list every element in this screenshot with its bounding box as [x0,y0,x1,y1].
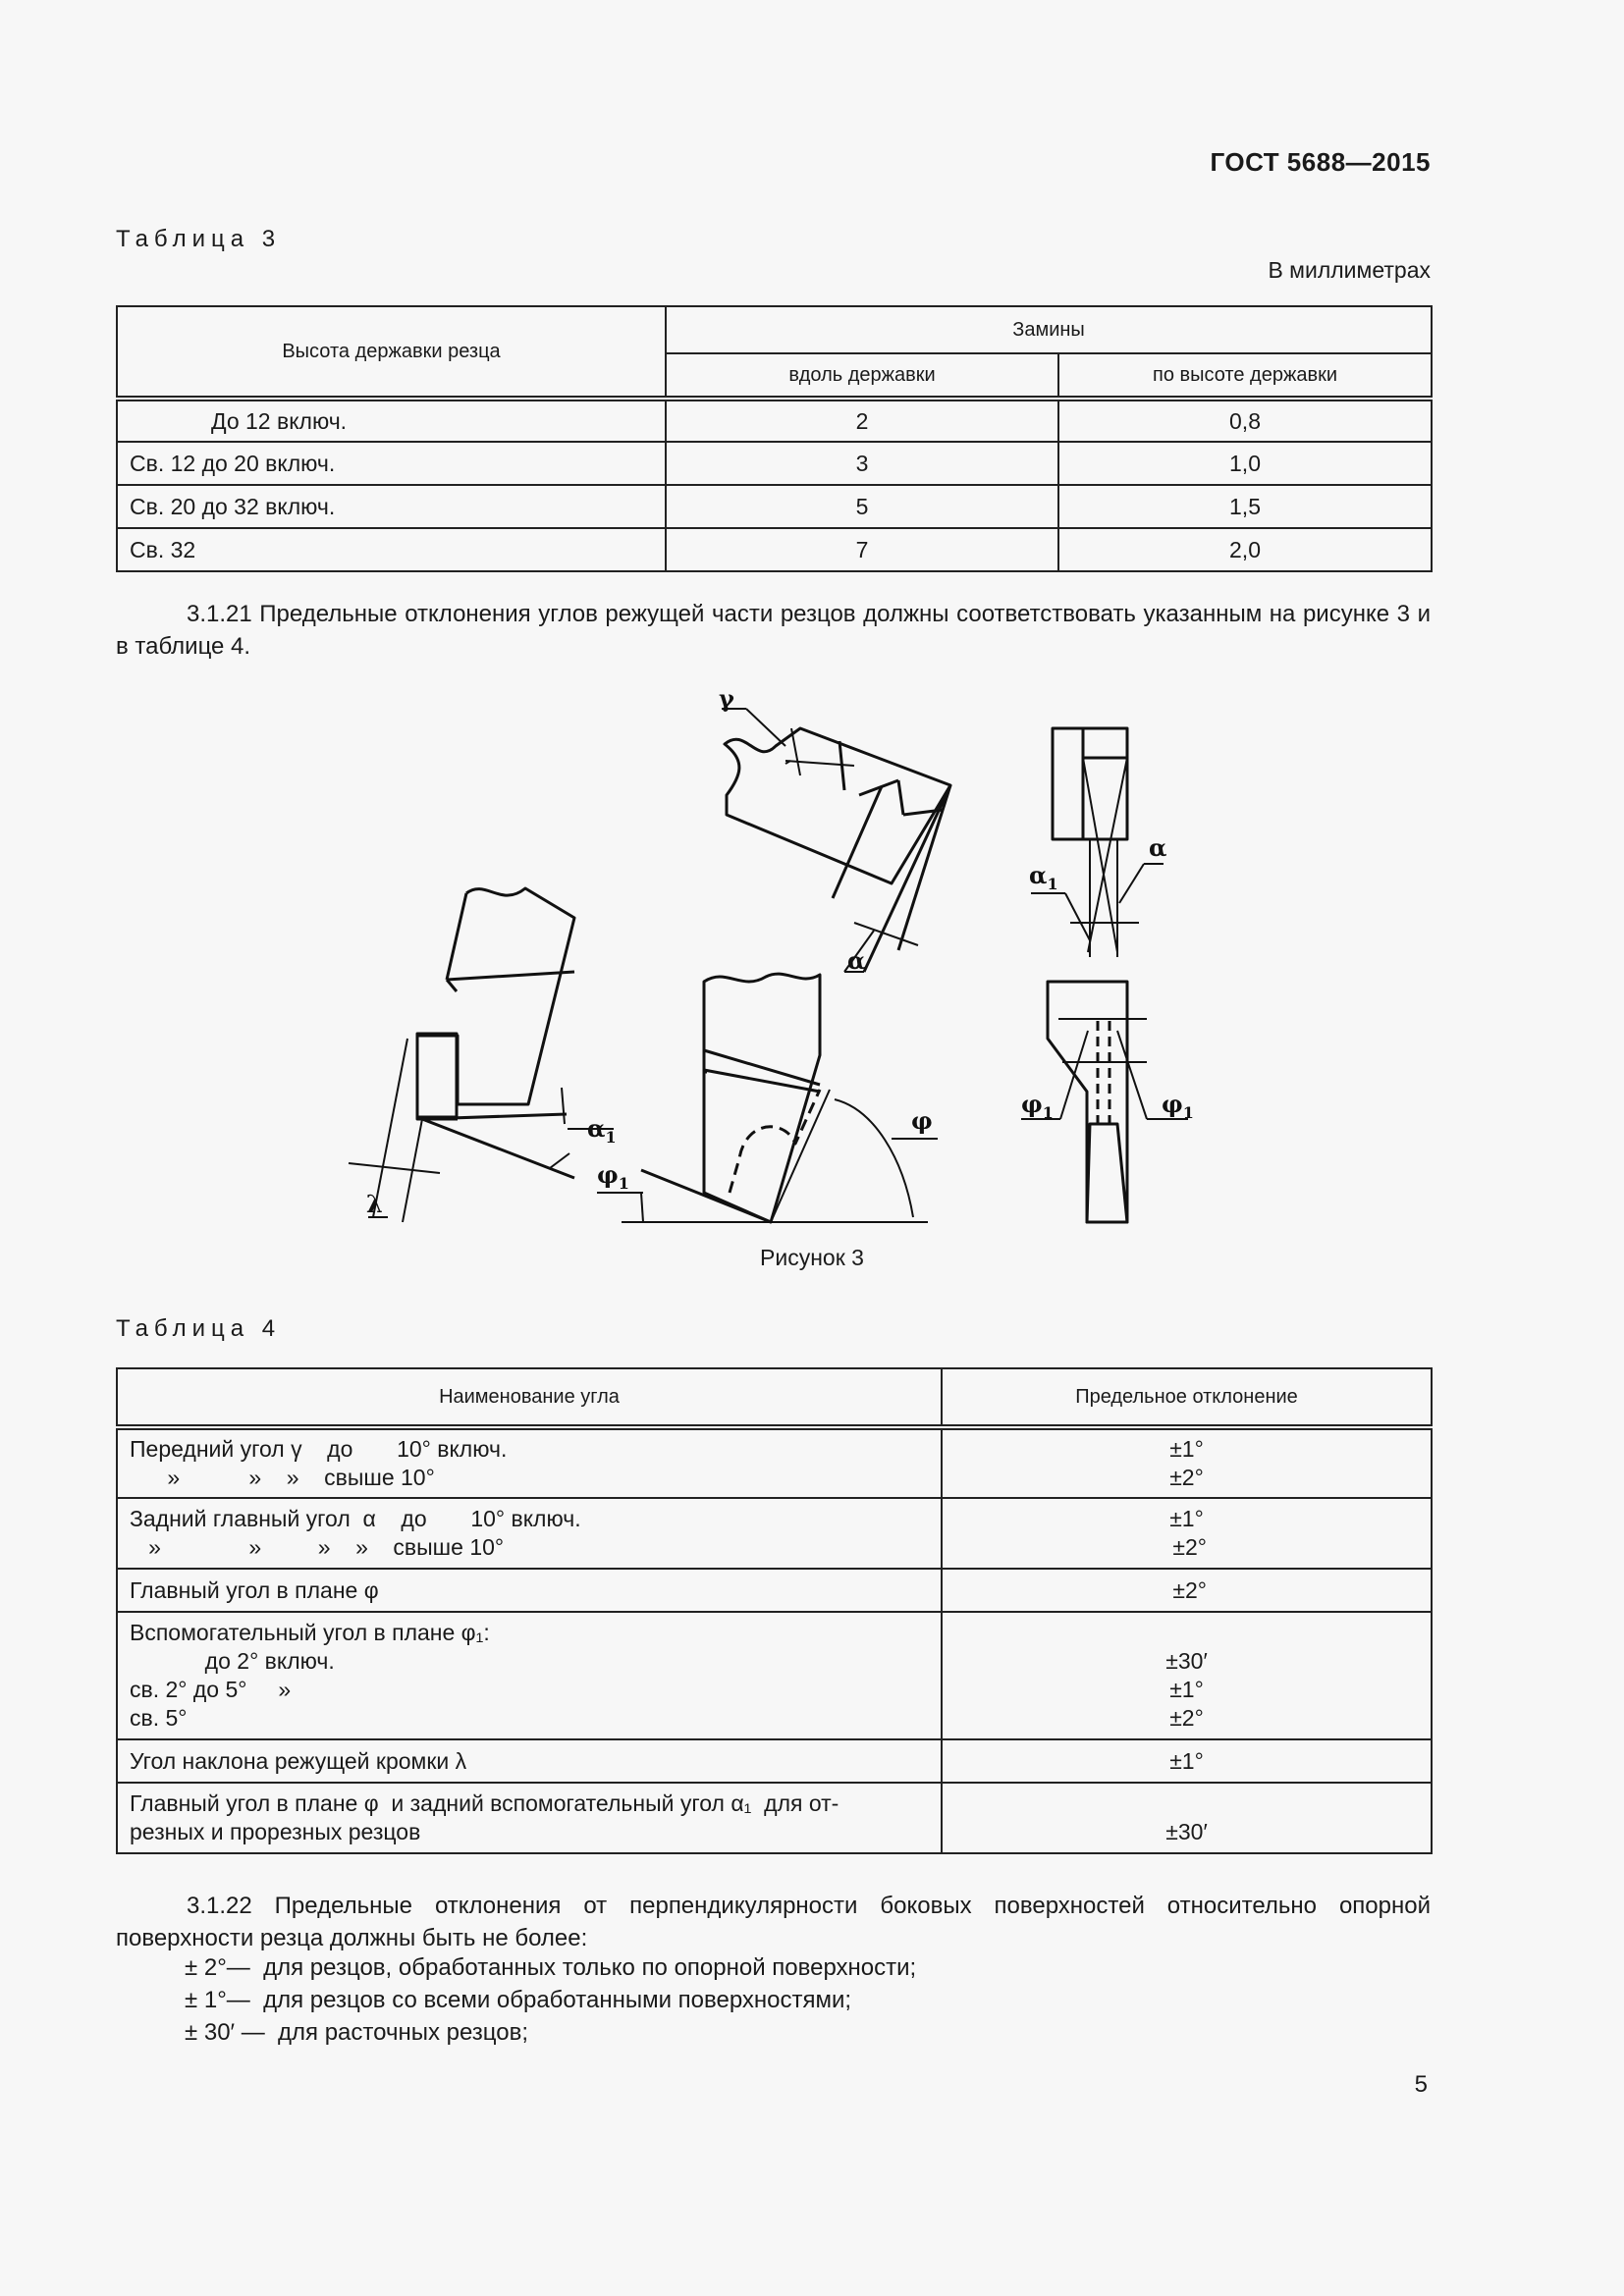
dev-value: ±1° [1169,1677,1204,1702]
row-text: » » » » свыше 10° [130,1534,505,1560]
table-row [117,1569,942,1612]
table4-header-name: Наименование угла [117,1368,942,1427]
table3-header-height: Высота державки резца [117,306,666,399]
table-row: Св. 32 [117,528,666,571]
lambda-label: λ [366,1190,383,1218]
standard-title: ГОСТ 5688—2015 [1210,147,1431,177]
table-cell: 1,5 [1058,485,1432,528]
table-cell [942,1498,1432,1569]
gamma-label: γ [719,684,734,713]
table-row [117,1612,942,1739]
row-text: » » » свыше 10° [130,1465,435,1490]
row-text: Главный угол в плане φ и задний вспомогательный угол α₁ для от- [130,1790,839,1816]
table-cell: 3 [666,442,1058,485]
list-item: ± 1°— для резцов со всеми обработанными поверхностями; [185,1987,852,2013]
table-cell: 1,0 [1058,442,1432,485]
table3-header-high: по высоте державки [1058,353,1432,399]
table3-header-group: Замины [666,306,1432,353]
alpha1-label-right: $\alpha_1$ [1029,861,1058,893]
table3 [116,305,1433,572]
table-cell: 2 [666,399,1058,442]
alpha1-label-left: $\alpha_1$ [587,1114,617,1147]
table-row [117,1783,942,1853]
table-cell: 7 [666,528,1058,571]
table3-units: В миллиметрах [1268,257,1431,283]
row-text: резных и прорезных резцов [130,1819,421,1844]
row-text: до 2° включ. [130,1648,335,1674]
dev-value: ±30′ [1165,1819,1208,1844]
table-cell [942,1612,1432,1739]
table-cell [942,1569,1432,1612]
table-row: До 12 включ. [117,399,666,442]
table-cell [942,1427,1432,1498]
table4-caption: Таблица 4 [116,1315,282,1342]
table-cell: 0,8 [1058,399,1432,442]
list-item: ± 2°— для резцов, обработанных только по опорной поверхности; [185,1954,917,1981]
dev-value: ±1° [1169,1506,1204,1531]
dev-value [954,1619,1419,1647]
dev-value [954,1789,1419,1818]
phi1-label-center: $\varphi_1$ [597,1160,629,1193]
alpha-label-right: α [1149,833,1167,862]
phi1-label-right: $\varphi_1$ [1162,1090,1194,1122]
figure-caption: Рисунок 3 [760,1245,864,1270]
table-cell [942,1739,1432,1783]
paragraph-3-1-21: 3.1.21 Предельные отклонения углов режущей части резцов должны соответствовать указанным на рисунке 3 и в таблице 4. [116,601,1431,660]
row-text: Передний угол γ до 10° включ. [130,1436,508,1462]
table-cell: 5 [666,485,1058,528]
alpha-label-top: α [847,946,866,975]
row-text: св. 5° [130,1705,188,1731]
phi-label: φ [911,1106,933,1135]
table-row [117,1739,942,1783]
table3-header-along: вдоль державки [666,353,1058,399]
table3-caption: Таблица 3 [116,226,282,252]
table-row: Св. 12 до 20 включ. [117,442,666,485]
row-text: Вспомогательный угол в плане φ₁: [130,1620,490,1645]
dev-value: ±2° [1169,1465,1204,1490]
dev-value: ±1° [1169,1747,1204,1774]
row-text: св. 2° до 5° » [130,1677,292,1702]
table-row [117,1427,942,1498]
dev-value: ±30′ [1165,1648,1208,1674]
list-item: ± 30′ — для расточных резцов; [185,2019,529,2046]
page-number: 5 [1414,2071,1428,2098]
dev-value: ±2° [1165,1534,1207,1560]
dev-value: ±1° [1169,1436,1204,1462]
figure-3-drawing [0,677,1624,1247]
table-row: Св. 20 до 32 включ. [117,485,666,528]
table4-header-dev: Предельное отклонение [942,1368,1432,1427]
row-text: Угол наклона режущей кромки λ [130,1747,467,1774]
paragraph-3-1-22: 3.1.22 Предельные отклонения от перпендикулярности боковых поверхностей относительно опорной поверхности резца должны быть не более: [116,1893,1431,1951]
phi1-label-left: $\varphi_1$ [1021,1090,1054,1122]
table-cell: 2,0 [1058,528,1432,571]
table-row [117,1498,942,1569]
dev-value: ±2° [1165,1576,1207,1603]
table4 [116,1367,1433,1854]
table-cell [942,1783,1432,1853]
row-text: Задний главный угол α до 10° включ. [130,1506,581,1531]
dev-value: ±2° [1169,1705,1204,1731]
row-text: Главный угол в плане φ [130,1576,379,1603]
